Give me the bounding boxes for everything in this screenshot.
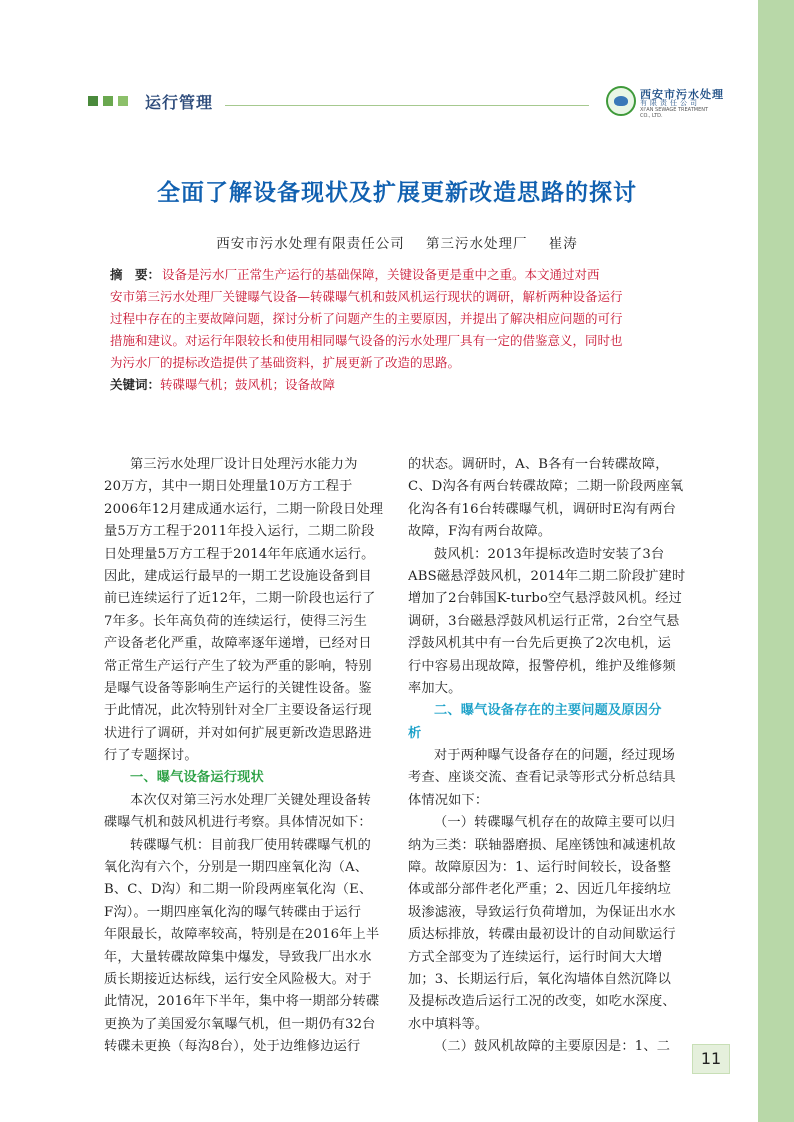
- body-line: 7年多。长年高负荷的连续运行，使得三污生: [104, 613, 367, 629]
- body-line: 水中填料等。: [408, 1016, 489, 1032]
- company-logo: [606, 84, 726, 120]
- body-line: 故障，F沟有两台故障。: [408, 524, 552, 540]
- section-heading: 一、曝气设备运行现状: [130, 770, 264, 786]
- body-line: 行中容易出现故障，报警停机，维护及维修频: [408, 658, 676, 674]
- abstract-line: 过程中存在的主要故障问题，探讨分析了问题产生的主要原因，并提出了解决相应问题的可行: [110, 311, 623, 326]
- body-line: 日处理量5万方工程于2014年年底通水运行。: [104, 546, 375, 562]
- body-line: F沟）。一期四座氧化沟的曝气转碟由于运行: [104, 904, 362, 920]
- body-line: 本次仅对第三污水处理厂关键处理设备转: [130, 792, 371, 808]
- abstract-label: 摘 要：: [110, 267, 161, 282]
- section-heading: 二、曝气设备存在的主要问题及原因分: [434, 703, 662, 719]
- body-line: 氧化沟有六个，分别是一期四座氧化沟（A、: [104, 860, 369, 876]
- body-line: （一）转碟曝气机存在的故障主要可以归: [434, 815, 675, 831]
- body-line: 此情况，2016年下半年，集中将一期部分转碟: [104, 994, 380, 1010]
- body-line: 2006年12月建成通水运行，二期一阶段日处理: [104, 501, 384, 517]
- body-line: 年，大量转碟故障集中爆发，导致我厂出水水: [104, 949, 372, 965]
- body-line: 率加大。: [408, 680, 462, 696]
- keywords-value: 转碟曝气机；鼓风机；设备故障: [160, 377, 336, 392]
- byline-plant: 第三污水处理厂: [426, 236, 528, 252]
- body-line: B、C、D沟）和二期一阶段两座氧化沟（E、: [104, 882, 373, 898]
- body-line: 及提标改造后运行工况的改变，如吃水深度、: [408, 994, 676, 1010]
- body-line: 常正常生产运行产生了较为严重的影响，特别: [104, 658, 372, 674]
- body-line: 转碟曝气机：目前我厂使用转碟曝气机的: [130, 837, 371, 853]
- logo-emblem-icon: [606, 86, 636, 116]
- byline-author: 崔涛: [548, 236, 578, 252]
- body-line: 质达标排放，转碟由最初设计的自动间歇运行: [408, 927, 676, 943]
- abstract-text: 设备是污水厂正常生产运行的基础保障，关键设备更是重中之重。本文通过对西: [162, 267, 600, 282]
- logo-english: XI'AN SEWAGE TREATMENT CO., LTD.: [640, 107, 709, 119]
- section-heading: 析: [408, 725, 422, 741]
- keywords-label: 关键词：: [110, 377, 161, 392]
- body-line: 鼓风机：2013年提标改造时安装了3台: [434, 546, 665, 562]
- body-line: 加；3、长期运行后，氧化沟墙体自然沉降以: [408, 971, 671, 987]
- body-line: 状进行了调研，并对如何扩展更新改造思路进: [104, 725, 372, 741]
- abstract-line: 为污水厂的提标改造提供了基础资料，扩展更新了改造的思路。: [110, 355, 461, 370]
- abstract: [110, 264, 714, 374]
- body-line: 是曝气设备等影响生产运行的关键性设备。鉴: [104, 680, 372, 696]
- body-line: 方式全部变为了连续运行，运行时间大大增: [408, 949, 663, 965]
- abstract-line: 安市第三污水处理厂关键曝气设备—转碟曝气机和鼓风机运行现状的调研，解析两种设备运行: [110, 289, 623, 304]
- byline: [0, 232, 794, 252]
- body-line: 障。故障原因为：1、运行时间较长，设备整: [408, 860, 671, 876]
- body-column-left: [104, 454, 389, 1059]
- body-line: 增加了2台韩国K-turbo空气悬浮鼓风机。经过: [408, 591, 683, 607]
- body-line: 行了专题探讨。: [104, 748, 198, 764]
- body-line: 考查、座谈交流、查看记录等形式分析总结具: [408, 770, 676, 786]
- body-line: 的状态。调研时，A、B各有一台转碟故障，: [408, 457, 669, 472]
- body-line: 因此，建成运行最早的一期工艺设施设备到目: [104, 568, 372, 584]
- body-line: 化沟各有16台转碟曝气机，调研时E沟有两台: [408, 501, 676, 517]
- body-line: 体或部分部件老化严重；2、因近几年接纳垃: [408, 882, 671, 898]
- header-block: [88, 96, 98, 106]
- header-rule: [225, 105, 589, 106]
- page-number: 11: [692, 1044, 730, 1074]
- page-edge-bar: [758, 0, 794, 1122]
- body-line: 对于两种曝气设备存在的问题，经过现场: [434, 748, 675, 764]
- header-decor-blocks: [88, 96, 128, 108]
- body-line: 转碟未更换（每沟8台），处于边维修边运行: [104, 1039, 361, 1055]
- body-line: 于此情况，此次特别针对全厂主要设备运行现: [104, 703, 372, 719]
- body-line: （二）鼓风机故障的主要原因是：1、二: [434, 1039, 671, 1055]
- section-label: 运行管理: [145, 93, 214, 112]
- body-line: 浮鼓风机其中有一台先后更换了2次电机，运: [408, 636, 671, 652]
- body-line: C、D沟各有两台转碟故障；二期一阶段两座氧: [408, 479, 684, 495]
- body-line: 前已连续运行了近12年，二期一阶段也运行了: [104, 591, 376, 607]
- body-line: 碟曝气机和鼓风机进行考察。具体情况如下：: [104, 815, 372, 831]
- body-line: 第三污水处理厂设计日处理污水能力为: [130, 457, 358, 472]
- body-line: 产设备老化严重，故障率逐年递增，已经对日: [104, 636, 372, 652]
- byline-company: 西安市污水处理有限责任公司: [216, 236, 405, 252]
- header-block: [118, 96, 128, 106]
- body-line: 体情况如下：: [408, 792, 489, 808]
- body-line: 20万方，其中一期日处理量10万方工程于: [104, 479, 353, 495]
- abstract-line: 措施和建议。对运行年限较长和使用相同曝气设备的污水处理厂具有一定的借鉴意义，同时也: [110, 333, 623, 348]
- logo-name-line2: 有限责任公司: [640, 99, 700, 107]
- body-line: 调研，3台磁悬浮鼓风机运行正常，2台空气悬: [408, 613, 680, 629]
- body-line: 纳为三类：联轴器磨损、尾座锈蚀和减速机故: [408, 837, 676, 853]
- logo-name-line1: 西安市污水处理: [640, 88, 724, 101]
- body-line: ABS磁悬浮鼓风机，2014年二期二阶段扩建时: [408, 568, 686, 584]
- article-title: 全面了解设备现状及扩展更新改造思路的探讨: [157, 180, 637, 206]
- body-line: 更换为了美国爱尔氧曝气机，但一期仍有32台: [104, 1016, 376, 1032]
- keywords: [110, 374, 335, 396]
- abstract-line: [110, 264, 714, 286]
- body-line: 量5万方工程于2011年投入运行，二期二阶段: [104, 524, 375, 540]
- header-block: [103, 96, 113, 106]
- body-line: 圾渗滤液，导致运行负荷增加，为保证出水水: [408, 904, 676, 920]
- body-line: 质长期接近达标线，运行安全风险极大。对于: [104, 971, 372, 987]
- body-column-right: [408, 454, 693, 1059]
- body-line: 年限最长，故障率较高，特别是在2016年上半: [104, 927, 380, 943]
